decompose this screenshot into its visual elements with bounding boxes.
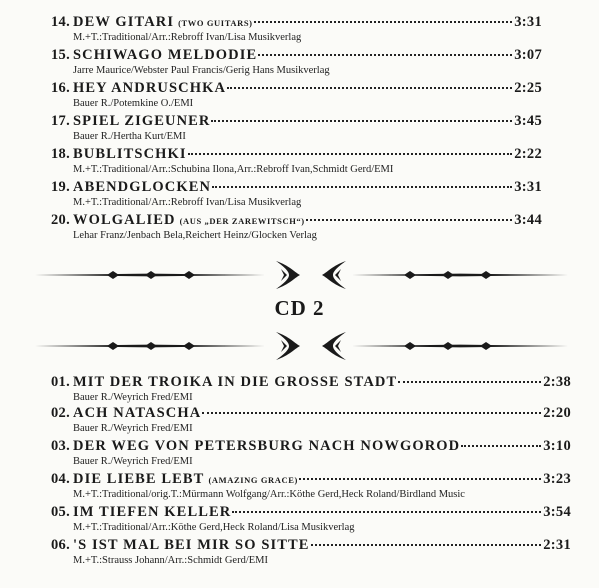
track-credit: M.+T.:Traditional/Arr.:Rebroff Ivan/Lisa Musikverlag bbox=[73, 32, 302, 43]
track-title: HEY ANDRUSCHKA bbox=[73, 80, 227, 96]
track-row bbox=[0, 438, 599, 471]
track-row bbox=[0, 47, 599, 80]
track-title: DEW GITARI bbox=[73, 14, 175, 30]
track-number: 05. bbox=[50, 504, 70, 520]
track-duration: 3:54 bbox=[543, 504, 571, 520]
dot-leader bbox=[258, 54, 512, 56]
track-duration: 2:20 bbox=[543, 405, 571, 421]
track-subtitle: (TWO GUITARS) bbox=[178, 18, 253, 28]
track-row bbox=[0, 179, 599, 212]
track-duration: 3:31 bbox=[514, 179, 542, 195]
track-title: DIE LIEBE LEBT bbox=[73, 471, 205, 487]
dot-leader bbox=[398, 381, 541, 383]
track-row bbox=[0, 471, 599, 504]
track-number: 02. bbox=[50, 405, 70, 421]
track-title: IM TIEFEN KELLER bbox=[73, 504, 232, 520]
cd-heading: CD 2 bbox=[274, 296, 325, 320]
track-credit: Bauer R./Weyrich Fred/EMI bbox=[73, 423, 193, 434]
track-row bbox=[0, 212, 599, 245]
track-credit: M.+T.:Traditional/Arr.:Rebroff Ivan/Lisa Musikverlag bbox=[73, 197, 302, 208]
track-number: 17. bbox=[50, 113, 70, 129]
track-number: 01. bbox=[50, 374, 70, 390]
track-title: WOLGALIED bbox=[73, 212, 176, 228]
track-credit: Bauer R./Hertha Kurt/EMI bbox=[73, 131, 186, 142]
track-duration: 2:22 bbox=[514, 146, 542, 162]
track-number: 18. bbox=[50, 146, 70, 162]
track-credit: M.+T.:Strauss Johann/Arr.:Schmidt Gerd/EMI bbox=[73, 555, 269, 566]
ornamental-divider-top bbox=[0, 255, 599, 295]
track-duration: 3:31 bbox=[514, 14, 542, 30]
track-duration: 2:38 bbox=[543, 374, 571, 390]
track-row bbox=[0, 537, 599, 570]
track-title: ACH NATASCHA bbox=[73, 405, 202, 421]
dot-leader bbox=[306, 219, 513, 221]
dot-leader bbox=[202, 412, 541, 414]
track-credit: M.+T.:Traditional/Arr.:Schubina Ilona,Arr.:Rebroff Ivan,Schmidt Gerd/EMI bbox=[73, 164, 394, 175]
track-number: 06. bbox=[50, 537, 70, 553]
track-number: 15. bbox=[50, 47, 70, 63]
track-subtitle: (AMAZING GRACE) bbox=[208, 475, 298, 485]
track-row bbox=[0, 14, 599, 47]
dot-leader bbox=[461, 445, 541, 447]
track-row bbox=[0, 80, 599, 113]
track-credit: Lehar Franz/Jenbach Bela,Reichert Heinz/Glocken Verlag bbox=[73, 230, 317, 241]
track-number: 14. bbox=[50, 14, 70, 30]
track-number: 04. bbox=[50, 471, 70, 487]
track-title: SCHIWAGO MELDODIE bbox=[73, 47, 258, 63]
dot-leader bbox=[227, 87, 512, 89]
track-title: ABENDGLOCKEN bbox=[73, 179, 212, 195]
track-credit: Bauer R./Potemkine O./EMI bbox=[73, 98, 194, 109]
track-credit: M.+T.:Traditional/Arr.:Köthe Gerd,Heck Roland/Lisa Musikverlag bbox=[73, 522, 355, 533]
track-row bbox=[0, 374, 599, 407]
track-duration: 3:45 bbox=[514, 113, 542, 129]
track-row bbox=[0, 113, 599, 146]
track-title: BUBLITSCHKI bbox=[73, 146, 187, 162]
dot-leader bbox=[211, 120, 512, 122]
dot-leader bbox=[212, 186, 512, 188]
dot-leader bbox=[254, 21, 513, 23]
track-credit: Bauer R./Weyrich Fred/EMI bbox=[73, 456, 193, 467]
dot-leader bbox=[232, 511, 541, 513]
track-number: 03. bbox=[50, 438, 70, 454]
track-title: DER WEG VON PETERSBURG NACH NOWGOROD bbox=[73, 438, 461, 454]
track-row bbox=[0, 405, 599, 438]
track-credit: M.+T.:Traditional/orig.T.:Mürmann Wolfgang/Arr.:Köthe Gerd,Heck Roland/Birdland Music bbox=[73, 489, 465, 500]
track-subtitle: (AUS „DER ZAREWITSCH“) bbox=[179, 216, 305, 226]
track-duration: 2:25 bbox=[514, 80, 542, 96]
dot-leader bbox=[299, 478, 541, 480]
dot-leader bbox=[311, 544, 542, 546]
track-title: MIT DER TROIKA IN DIE GROSSE STADT bbox=[73, 374, 398, 390]
track-credit: Bauer R./Weyrich Fred/EMI bbox=[73, 392, 193, 403]
track-duration: 3:44 bbox=[514, 212, 542, 228]
track-duration: 3:07 bbox=[514, 47, 542, 63]
track-row bbox=[0, 504, 599, 537]
track-number: 19. bbox=[50, 179, 70, 195]
track-duration: 2:31 bbox=[543, 537, 571, 553]
track-title: SPIEL ZIGEUNER bbox=[73, 113, 211, 129]
track-number: 16. bbox=[50, 80, 70, 96]
ornamental-divider-bottom bbox=[0, 326, 599, 366]
track-credit: Jarre Maurice/Webster Paul Francis/Gerig Hans Musikverlag bbox=[73, 65, 330, 76]
track-duration: 3:10 bbox=[543, 438, 571, 454]
track-duration: 3:23 bbox=[543, 471, 571, 487]
track-title: 'S IST MAL BEI MIR SO SITTE bbox=[73, 537, 310, 553]
track-number: 20. bbox=[50, 212, 70, 228]
track-row bbox=[0, 146, 599, 179]
dot-leader bbox=[188, 153, 513, 155]
